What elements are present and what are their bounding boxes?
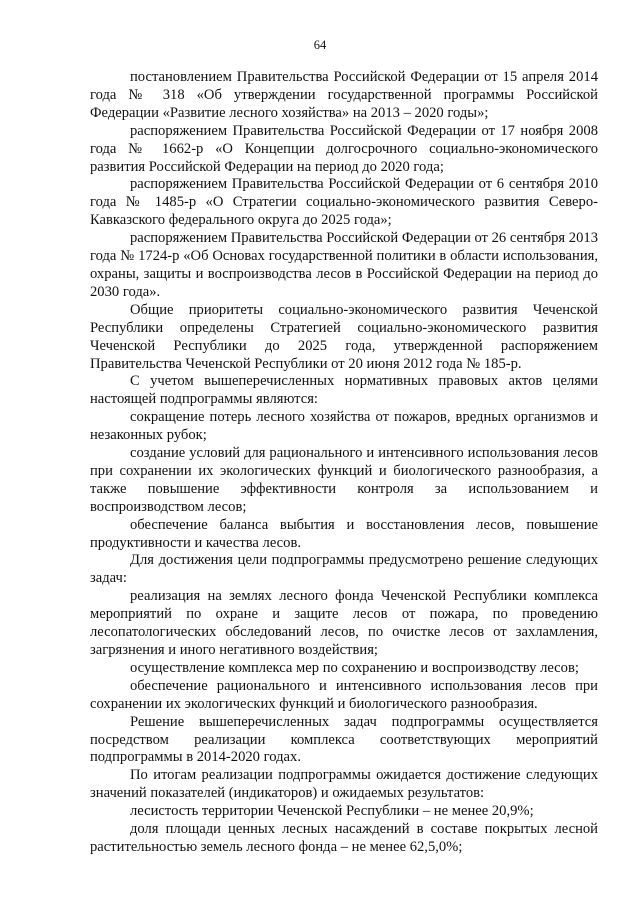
paragraph-tasks-implementation: Решение вышеперечисленных задач подпрограммы осуществляется посредством реализации комплекса соответствующих мероприятий подпрограммы в 2014-2020 годах. [90, 713, 598, 766]
list-item-task-reproduction: осуществление комплекса мер по сохранению и воспроизводству лесов; [130, 659, 579, 676]
paragraph-results-intro: По итогам реализации подпрограммы ожидается достижение следующих значений показателей (индикаторов) и ожидаемых результатов: [90, 767, 598, 802]
list-item-goal-reduce-losses: сокращение потерь лесного хозяйства от пожаров, вредных организмов и незаконных рубок; [90, 409, 598, 444]
paragraph-general-priorities: Общие приоритеты социально-экономического развития Чеченской Республики определены Стратегией социально-экономического развития Чеченской Республики до 2025 года, утвержденной распоряжением Правительства Чеченской Республики от 20 июня 2012 года № 185-р. [90, 301, 598, 372]
paragraph-goals-intro: С учетом вышеперечисленных нормативных правовых актов целями настоящей подпрограммы являются: [90, 373, 598, 408]
list-item-indicator-valuable-stands: доля площади ценных лесных насаждений в составе покрытых лесной растительностью земель лесного фонда – не менее 62,5,0%; [90, 821, 598, 855]
list-item-goal-balance: обеспечение баланса выбытия и восстановления лесов, повышение продуктивности и качества лесов. [90, 516, 598, 551]
paragraph-tasks-intro: Для достижения цели подпрограммы предусмотрено решение следующих задач: [90, 552, 598, 587]
list-item-task-rational-use: обеспечение рационального и интенсивного использования лесов при сохранении их экологических функций и биологического разнообразия. [90, 677, 598, 712]
list-item-goal-rational-use: создание условий для рационального и интенсивного использования лесов при сохранении их экологических функций и биологического разнообразия, а также повышение эффективности контроля за использованием и воспроизводством лесов; [90, 445, 598, 515]
paragraph-order-1724: распоряжением Правительства Российской Федерации от 26 сентября 2013 года № 1724-р «Об Основах государственной политики в области использования, охраны, защиты и воспроизводства лесов в Российской Федерации на период до 2030 года». [90, 230, 598, 300]
paragraph-order-1485: распоряжением Правительства Российской Федерации от 6 сентября 2010 года № 1485-р «О Стратегии социально-экономического развития Северо-Кавказского федерального округа до 2025 года»; [90, 176, 598, 229]
page-number: 64 [313, 38, 327, 52]
paragraph-order-1662: распоряжением Правительства Российской Федерации от 17 ноября 2008 года № 1662-р «О Концепции долгосрочного социально-экономического развития Российской Федерации на период до 2020 года; [90, 122, 598, 175]
list-item-task-protection: реализация на землях лесного фонда Чеченской Республики комплекса мероприятий по охране и защите лесов от пожара, по проведению лесопатологических обследований лесов, по очистке лесов от захламления, загрязнения и иного негативного воздействия; [90, 588, 598, 658]
list-item-indicator-forest-cover: лесистость территории Чеченской Республики – не менее 20,9%; [130, 803, 534, 820]
document-body [90, 69, 598, 857]
paragraph-decree-318: постановлением Правительства Российской Федерации от 15 апреля 2014 года № 318 «Об утверждении государственной программы Российской Федерации «Развитие лесного хозяйства» на 2013 – 2020 годы»; [90, 69, 598, 121]
